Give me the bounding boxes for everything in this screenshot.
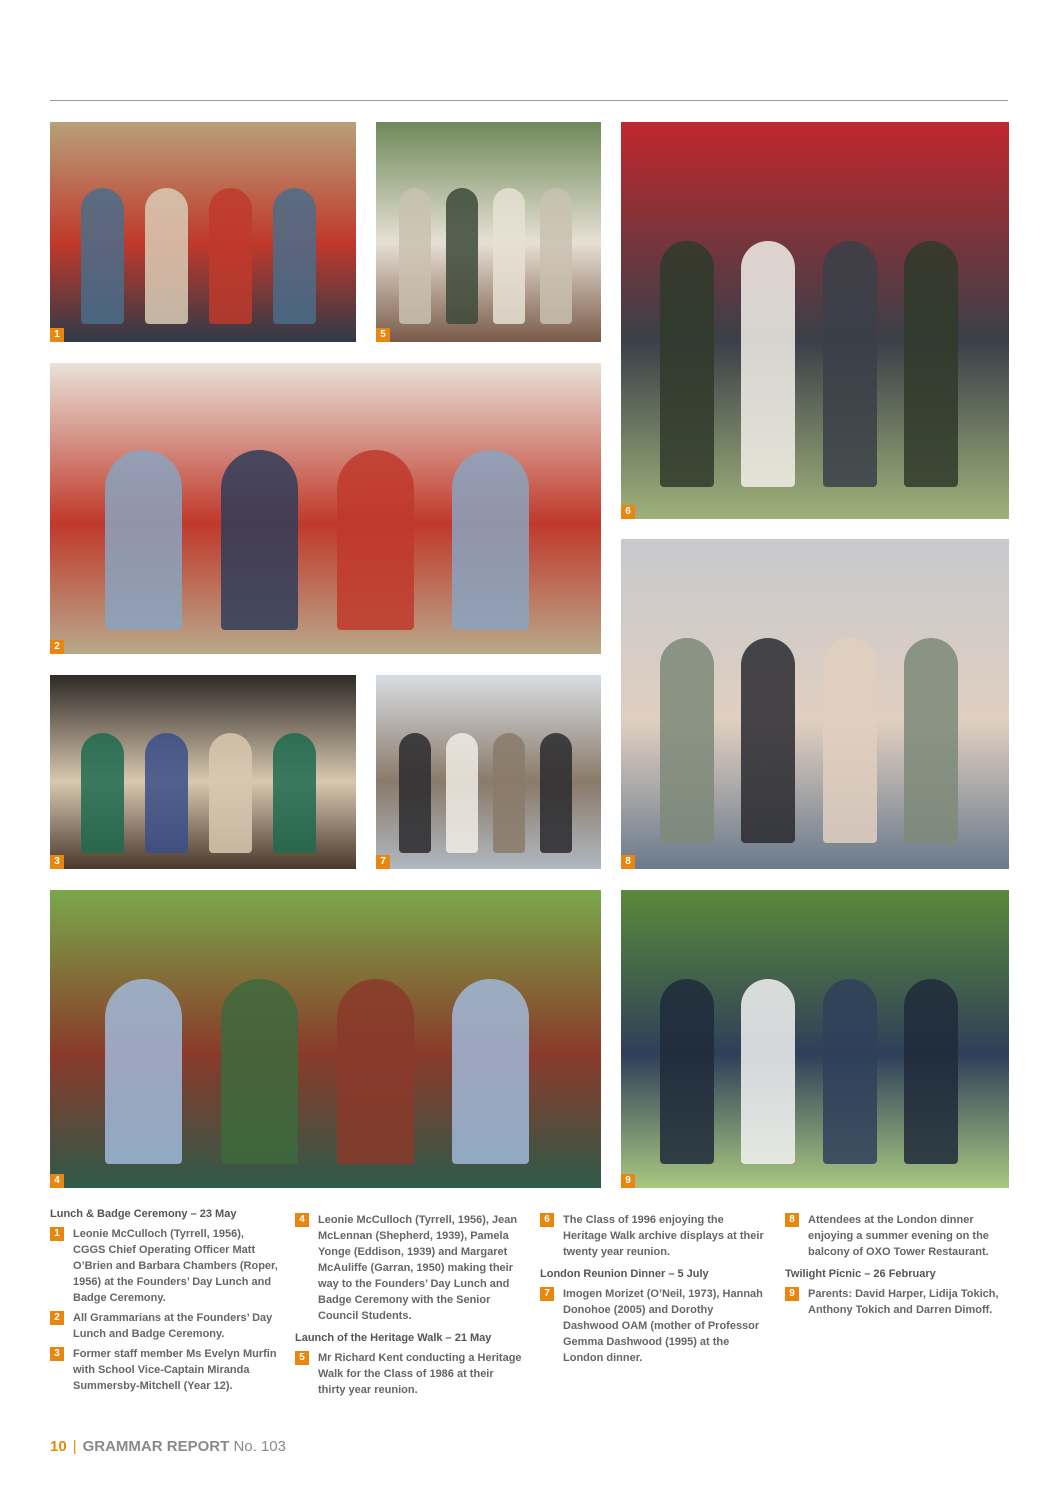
photo-figure (221, 450, 298, 630)
photo-4 (50, 890, 601, 1188)
caption-number: 2 (50, 1311, 64, 1325)
photo-5 (376, 122, 601, 342)
photo-figure (493, 188, 525, 324)
page-footer (50, 1438, 286, 1455)
caption-text: Former staff member Ms Evelyn Murfin with School Vice-Captain Miranda Summersby-Mitchell (Year 12). (73, 1348, 277, 1392)
photo-figure (105, 450, 182, 630)
caption-text: Imogen Morizet (O’Neil, 1973), Hannah Donohoe (2005) and Dorothy Dashwood OAM (mother of Professor Gemma Dashwood (1995) at the London dinner. (563, 1288, 763, 1364)
photo-figure (741, 979, 795, 1164)
photo-figure (105, 979, 182, 1164)
caption-heading: Twilight Picnic – 26 February (785, 1268, 936, 1280)
top-rule (50, 100, 1008, 101)
photo-figure (145, 188, 188, 324)
caption-item (540, 1286, 768, 1366)
caption-item (50, 1310, 278, 1342)
caption-item (50, 1346, 278, 1394)
caption-text: Mr Richard Kent conducting a Heritage Walk for the Class of 1986 at their thirty year reunion. (318, 1352, 522, 1396)
photo-figure (145, 733, 188, 853)
photo-number: 9 (621, 1174, 635, 1188)
caption-text: Parents: David Harper, Lidija Tokich, Anthony Tokich and Darren Dimoff. (808, 1288, 999, 1316)
photo-figure (452, 450, 529, 630)
photo-figure (399, 188, 431, 324)
photo-figure (741, 241, 795, 487)
photo-figure (660, 979, 714, 1164)
photo-figure (337, 979, 414, 1164)
caption-column-4 (785, 1212, 1009, 1322)
caption-number: 3 (50, 1347, 64, 1361)
photo-number: 1 (50, 328, 64, 342)
caption-number: 5 (295, 1351, 309, 1365)
photo-figure (81, 188, 124, 324)
photo-3 (50, 675, 356, 869)
caption-heading: Lunch & Badge Ceremony – 23 May (50, 1208, 237, 1220)
footer-separator: | (72, 1438, 77, 1455)
caption-number: 6 (540, 1213, 554, 1227)
caption-number: 4 (295, 1213, 309, 1227)
photo-number: 4 (50, 1174, 64, 1188)
photo-figure (273, 733, 316, 853)
photo-8 (621, 539, 1009, 869)
photo-figure (741, 638, 795, 843)
photo-figure (660, 638, 714, 843)
photo-number: 6 (621, 505, 635, 519)
publication-name: GRAMMAR REPORT (82, 1438, 230, 1455)
caption-column-2 (295, 1212, 523, 1402)
photo-figure (823, 979, 877, 1164)
photo-6 (621, 122, 1009, 519)
photo-number: 8 (621, 855, 635, 869)
caption-item (785, 1212, 1009, 1260)
caption-number: 1 (50, 1227, 64, 1241)
photo-figure (446, 188, 478, 324)
caption-item (540, 1212, 768, 1260)
photo-figure (823, 241, 877, 487)
photo-9 (621, 890, 1009, 1188)
photo-figure (660, 241, 714, 487)
photo-1 (50, 122, 356, 342)
photo-figure (337, 450, 414, 630)
photo-number: 5 (376, 328, 390, 342)
photo-figure (273, 188, 316, 324)
photo-figure (904, 241, 958, 487)
photo-figure (904, 979, 958, 1164)
photo-figure (493, 733, 525, 853)
caption-heading: Launch of the Heritage Walk – 21 May (295, 1332, 492, 1344)
caption-column-1 (50, 1208, 278, 1398)
photo-7 (376, 675, 601, 869)
caption-heading: London Reunion Dinner – 5 July (540, 1268, 709, 1280)
photo-figure (540, 733, 572, 853)
caption-item (295, 1350, 523, 1398)
photo-figure (221, 979, 298, 1164)
caption-text: All Grammarians at the Founders’ Day Lunch and Badge Ceremony. (73, 1312, 273, 1340)
photo-number: 7 (376, 855, 390, 869)
caption-text: Leonie McCulloch (Tyrrell, 1956), CGGS Chief Operating Officer Matt O’Brien and Barbara Chambers (Roper, 1956) at the Founders’ Day Lunch and Badge Ceremony. (73, 1228, 278, 1304)
caption-text: Leonie McCulloch (Tyrrell, 1956), Jean McLennan (Shepherd, 1939), Pamela Yonge (Eddison, 1939) and Margaret McAuliffe (Garran, 1950) making their way to the Founders’ Day Lunch and Badge Ceremony with the Senior Council Students. (318, 1214, 518, 1322)
photo-figure (209, 188, 252, 324)
photo-figure (540, 188, 572, 324)
caption-number: 8 (785, 1213, 799, 1227)
photo-figure (209, 733, 252, 853)
photo-figure (904, 638, 958, 843)
caption-item (295, 1212, 523, 1324)
caption-item (50, 1226, 278, 1306)
photo-figure (452, 979, 529, 1164)
photo-figure (399, 733, 431, 853)
caption-text: Attendees at the London dinner enjoying a summer evening on the balcony of OXO Tower Restaurant. (808, 1214, 989, 1258)
caption-item (785, 1286, 1009, 1318)
photo-figure (81, 733, 124, 853)
photo-number: 2 (50, 640, 64, 654)
caption-column-3 (540, 1212, 768, 1370)
page-number: 10 (50, 1438, 67, 1455)
caption-number: 7 (540, 1287, 554, 1301)
photo-number: 3 (50, 855, 64, 869)
caption-text: The Class of 1996 enjoying the Heritage Walk archive displays at their twenty year reunion. (563, 1214, 764, 1258)
photo-figure (446, 733, 478, 853)
issue-number: No. 103 (233, 1438, 286, 1455)
caption-number: 9 (785, 1287, 799, 1301)
photo-2 (50, 363, 601, 654)
photo-figure (823, 638, 877, 843)
